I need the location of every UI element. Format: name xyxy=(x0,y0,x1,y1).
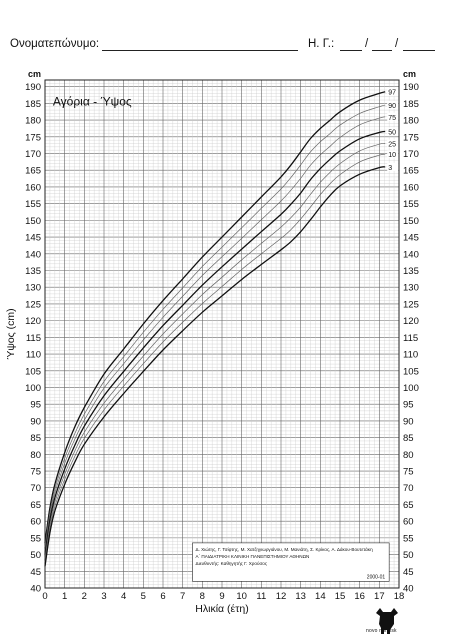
y-tick-label-right: 80 xyxy=(403,449,414,461)
chart-title: Αγόρια - Ύψος xyxy=(52,94,132,109)
y-tick-label-left: 170 xyxy=(25,149,41,161)
x-tick-label: 8 xyxy=(199,591,205,602)
y-tick-label-right: 165 xyxy=(403,165,419,177)
y-tick-label-left: 160 xyxy=(25,182,41,194)
name-label: Ονοματεπώνυμο: xyxy=(10,38,100,50)
credits-authors: Δ. Χιώτης, Γ. Τσίφτης, Μ. Χατζηγιωργιάνου, Μ. Μανιάτη, Σ. Κρίκος, Α. Δάκου-Βουτετάκη xyxy=(195,546,373,552)
x-tick-label: 4 xyxy=(121,591,127,602)
x-tick-label: 6 xyxy=(160,591,166,602)
x-tick-label: 10 xyxy=(236,591,247,602)
x-tick-label: 7 xyxy=(180,591,186,602)
x-tick-label: 18 xyxy=(393,591,405,602)
y-tick-label-left: 120 xyxy=(25,316,41,328)
x-tick-label: 1 xyxy=(62,591,68,602)
y-tick-label-right: 160 xyxy=(403,182,419,194)
y-tick-label-left: 175 xyxy=(25,132,41,144)
y-tick-label-right: 105 xyxy=(403,366,419,378)
y-tick-label-right: 150 xyxy=(403,215,419,227)
y-tick-label-left: 140 xyxy=(25,249,41,261)
credits-code: 2000-01 xyxy=(366,574,386,581)
y-tick-label-left: 125 xyxy=(25,299,41,311)
series-label-10: 10 xyxy=(388,152,397,160)
x-tick-label: 14 xyxy=(315,591,326,602)
y-tick-label-right: 185 xyxy=(403,98,419,110)
y-tick-label-left: 115 xyxy=(25,332,41,344)
percentile-curve-90 xyxy=(45,105,385,547)
y-tick-label-left: 110 xyxy=(25,349,41,361)
y-tick-label-right: 85 xyxy=(403,433,414,445)
y-tick-label-right: 135 xyxy=(403,266,419,277)
y-tick-label-right: 60 xyxy=(403,516,414,528)
y-tick-label-right: 140 xyxy=(403,249,419,261)
y-tick-label-right: 130 xyxy=(403,282,419,294)
y-tick-label-right: 175 xyxy=(403,132,419,144)
y-tick-label-left: 100 xyxy=(25,382,41,394)
y-tick-label-left: 180 xyxy=(25,115,41,127)
y-tick-label-left: 165 xyxy=(25,165,41,177)
y-tick-label-right: 180 xyxy=(403,115,419,127)
percentile-curve-25 xyxy=(45,143,385,558)
y-tick-label-left: 50 xyxy=(30,550,41,562)
dob-separator: / xyxy=(395,38,399,50)
y-unit-label-left: cm xyxy=(27,69,41,79)
series-label-50: 50 xyxy=(388,129,397,137)
y-axis-title: Ύψος (cm) xyxy=(5,308,17,360)
y-tick-label-right: 100 xyxy=(403,382,419,394)
y-tick-label-left: 45 xyxy=(30,566,41,578)
y-tick-label-left: 60 xyxy=(30,516,41,528)
y-tick-label-left: 40 xyxy=(30,583,41,595)
y-tick-label-left: 135 xyxy=(25,266,41,277)
percentile-curve-75 xyxy=(45,117,385,551)
y-tick-label-left: 185 xyxy=(25,98,41,110)
y-unit-label-right: cm xyxy=(403,69,417,79)
y-tick-label-left: 90 xyxy=(30,416,41,428)
series-label-90: 90 xyxy=(388,103,397,111)
y-tick-label-right: 40 xyxy=(403,583,414,595)
y-tick-label-right: 145 xyxy=(403,232,419,244)
y-tick-label-right: 50 xyxy=(403,550,414,562)
logo-text: novo nordisk xyxy=(366,628,397,634)
y-tick-label-left: 155 xyxy=(25,199,41,211)
x-tick-label: 16 xyxy=(354,591,365,602)
y-tick-label-right: 55 xyxy=(403,533,414,545)
series-label-25: 25 xyxy=(388,141,397,149)
series-label-75: 75 xyxy=(388,114,397,122)
x-tick-label: 0 xyxy=(42,591,48,602)
y-tick-label-left: 130 xyxy=(25,282,41,294)
x-tick-label: 5 xyxy=(140,591,146,602)
y-tick-label-right: 65 xyxy=(403,499,414,511)
y-tick-label-left: 85 xyxy=(30,433,41,445)
x-tick-label: 9 xyxy=(219,591,225,602)
x-tick-label: 3 xyxy=(101,591,107,602)
y-tick-label-right: 90 xyxy=(403,416,414,428)
y-tick-label-left: 75 xyxy=(30,466,41,478)
dob-separator: / xyxy=(365,38,369,50)
y-tick-label-left: 145 xyxy=(25,232,41,244)
y-tick-label-left: 70 xyxy=(30,483,41,495)
series-label-97: 97 xyxy=(388,89,397,97)
y-tick-label-right: 190 xyxy=(403,82,419,94)
y-tick-label-left: 80 xyxy=(30,449,41,461)
series-label-3: 3 xyxy=(388,164,393,172)
x-tick-label: 17 xyxy=(374,591,385,602)
x-tick-label: 13 xyxy=(295,591,306,602)
y-tick-label-left: 190 xyxy=(25,82,41,94)
y-tick-label-right: 70 xyxy=(403,483,414,495)
y-tick-label-right: 75 xyxy=(403,466,414,478)
y-tick-label-right: 125 xyxy=(403,299,419,311)
y-tick-label-right: 45 xyxy=(403,566,414,578)
x-tick-label: 12 xyxy=(275,591,287,602)
x-tick-label: 11 xyxy=(256,591,267,602)
y-tick-label-left: 105 xyxy=(25,366,41,378)
dob-label: Η. Γ.: xyxy=(308,38,335,50)
y-tick-label-right: 170 xyxy=(403,149,419,161)
x-axis-title: Ηλικία (έτη) xyxy=(195,603,249,615)
x-tick-label: 15 xyxy=(334,591,346,602)
y-tick-label-left: 55 xyxy=(30,533,41,545)
y-tick-label-left: 150 xyxy=(25,215,41,227)
y-tick-label-left: 95 xyxy=(30,399,41,411)
y-tick-label-right: 115 xyxy=(403,332,419,344)
credits-clinic: Α΄ ΠΑΙΔΙΑΤΡΙΚΗ ΚΛΙΝΙΚΗ ΠΑΝΕΠΙΣΤΗΜΙΟΥ ΑΘΗΝΩΝ xyxy=(195,553,310,559)
y-tick-label-right: 95 xyxy=(403,399,414,411)
credits-director: Διευθυντής: Καθηγητής Γ. Χρούσος xyxy=(195,560,268,566)
y-tick-label-right: 110 xyxy=(403,349,419,361)
y-tick-label-left: 65 xyxy=(30,499,41,511)
y-tick-label-right: 155 xyxy=(403,199,419,211)
y-tick-label-right: 120 xyxy=(403,316,419,328)
percentile-curve-3 xyxy=(45,167,385,567)
x-tick-label: 2 xyxy=(81,591,87,602)
